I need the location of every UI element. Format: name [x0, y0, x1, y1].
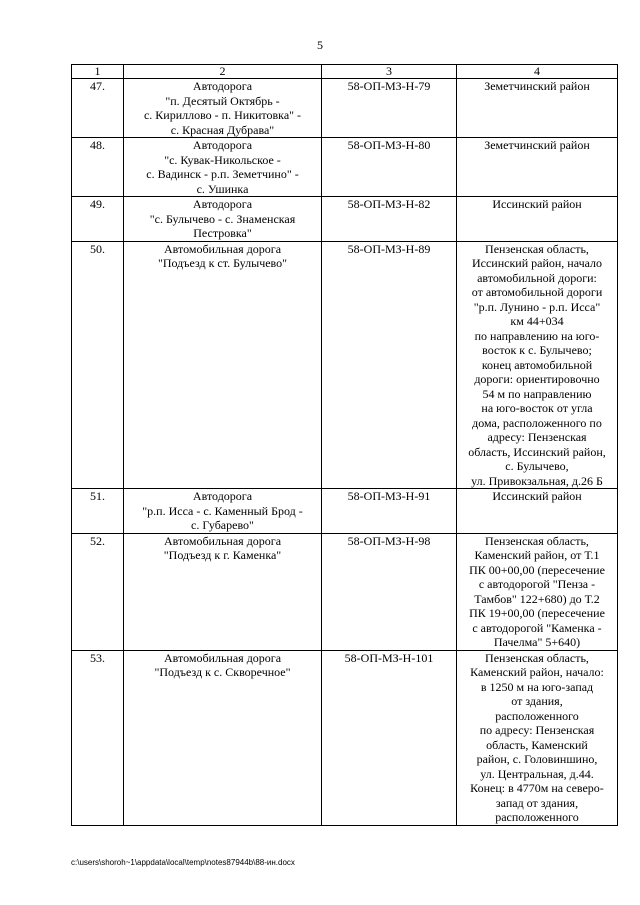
location-line: на юго-восток от угла [481, 401, 593, 415]
table-row [72, 533, 618, 650]
location-line: восток к с. Булычево; [482, 343, 592, 357]
location-line: ул. Центральная, д.44. [480, 766, 594, 781]
table-row [72, 489, 618, 534]
location-line: Тамбов" 122+680) до Т.2 [474, 591, 600, 606]
column-header-4: 4 [457, 65, 618, 79]
road-name-line: с. Вадинск - р.п. Земетчино" - [146, 167, 299, 181]
location-line: с. Булычево, [505, 459, 569, 473]
road-name-line: "Подъезд к г. Каменка" [163, 548, 282, 562]
location-line: область, Иссинский район, [468, 444, 606, 459]
road-name-line: Автодорога [192, 79, 253, 93]
row-number: 53. [72, 650, 124, 825]
location-line: Иссинский район [492, 197, 582, 211]
location-line: Пензенская область, [485, 650, 589, 665]
location-line: расположенного [495, 708, 579, 723]
location-cell [457, 197, 618, 242]
location-line: дома, расположенного по [472, 415, 602, 430]
road-name-line: с. Губарево" [191, 518, 254, 532]
road-name-line: Автомобильная дорога [163, 533, 282, 548]
location-line: Пензенская область, [485, 533, 589, 548]
road-name-line: Автодорога [192, 138, 253, 152]
location-line: с автодорогой "Каменка - [472, 620, 602, 635]
location-line: ул. Привокзальная, д.26 Б [471, 473, 603, 488]
road-name-line: "п. Десятый Октябрь - [165, 93, 280, 108]
road-name-cell [124, 533, 322, 650]
road-name-cell [124, 241, 322, 489]
location-line: ПК 19+00,00 (пересечение [469, 606, 605, 620]
location-line: км 44+034 [510, 314, 564, 328]
location-line: область, Каменский [486, 737, 588, 752]
location-line: Каменский район, начало: [470, 665, 604, 679]
location-line: Земетчинский район [484, 79, 590, 93]
file-path-footer: c:\users\shoroh~1\appdata\local\temp\notes87944b\88-ин.docx [71, 858, 295, 867]
location-line: по направлению на юго- [474, 328, 600, 343]
row-number: 52. [72, 533, 124, 650]
location-line: Пензенская область, [485, 241, 589, 256]
road-name-cell [124, 79, 322, 138]
location-line: от здания, [511, 694, 563, 708]
road-name-line: "с. Булычево - с. Знаменская [149, 211, 296, 226]
page-number: 5 [317, 38, 323, 52]
location-line: Иссинский район [492, 489, 582, 503]
road-name-cell [124, 650, 322, 825]
row-number: 49. [72, 197, 124, 242]
road-name-cell [124, 138, 322, 197]
row-number: 51. [72, 489, 124, 534]
row-number: 47. [72, 79, 124, 138]
location-cell [457, 489, 618, 534]
road-name-cell [124, 197, 322, 242]
road-id-code: 58-ОП-МЗ-Н-80 [322, 138, 457, 197]
row-number: 48. [72, 138, 124, 197]
location-line: дороги: ориентировочно [474, 372, 600, 386]
location-line: Земетчинский район [484, 138, 590, 152]
location-line: ПК 00+00,00 (пересечение [469, 562, 605, 577]
location-cell [457, 533, 618, 650]
location-line: район, с. Головиншино, [476, 752, 598, 766]
road-name-line: "Подъезд к ст. Булычево" [157, 256, 288, 270]
location-line: Каменский район, от Т.1 [474, 548, 600, 562]
column-header-3: 3 [322, 65, 457, 79]
location-line: автомобильной дороги: [477, 270, 597, 285]
road-name-line: с. Кириллово - п. Никитовка" - [143, 108, 302, 122]
road-name-line: с. Красная Дубрава" [170, 122, 275, 137]
location-cell [457, 650, 618, 825]
table-header-row [72, 65, 618, 79]
column-header-2: 2 [124, 65, 322, 79]
roads-table [71, 64, 618, 826]
road-name-line: Автомобильная дорога [163, 241, 282, 256]
table-row [72, 79, 618, 138]
road-id-code: 58-ОП-МЗ-Н-82 [322, 197, 457, 242]
road-id-code: 58-ОП-МЗ-Н-101 [322, 650, 457, 825]
table-row [72, 650, 618, 825]
road-name-line: Автодорога [192, 489, 253, 503]
location-line: расположенного [495, 810, 579, 824]
location-line: с автодорогой "Пенза - [478, 577, 596, 591]
table-row [72, 138, 618, 197]
location-line: от автомобильной дороги [471, 285, 603, 299]
road-name-line: "р.п. Исса - с. Каменный Брод - [142, 503, 303, 518]
road-name-cell [124, 489, 322, 534]
location-line: по адресу: Пензенская [479, 723, 595, 737]
location-cell [457, 241, 618, 489]
road-id-code: 58-ОП-МЗ-Н-98 [322, 533, 457, 650]
road-id-code: 58-ОП-МЗ-Н-89 [322, 241, 457, 489]
location-cell [457, 138, 618, 197]
road-name-line: Пестровка" [193, 226, 252, 240]
table-row [72, 241, 618, 489]
location-cell [457, 79, 618, 138]
location-line: в 1250 м на юго-запад [480, 679, 594, 694]
road-name-line: "с. Кувак-Никольское - [164, 152, 281, 167]
location-line: конец автомобильной [481, 357, 593, 372]
location-line: Иссинский район, начало [471, 256, 603, 270]
road-id-code: 58-ОП-МЗ-Н-79 [322, 79, 457, 138]
location-line: адресу: Пензенская [487, 430, 587, 444]
table-row [72, 197, 618, 242]
road-id-code: 58-ОП-МЗ-Н-91 [322, 489, 457, 534]
location-line: "р.п. Лунино - р.п. Исса" [473, 299, 601, 314]
location-line: 54 м по направлению [482, 386, 592, 401]
location-line: Конец: в 4770м на северо- [470, 781, 604, 795]
row-number: 50. [72, 241, 124, 489]
location-line: запад от здания, [495, 795, 579, 810]
column-header-1: 1 [72, 65, 124, 79]
location-line: Пачелма" 5+640) [493, 635, 581, 649]
road-name-line: "Подъезд к с. Скворечное" [154, 665, 291, 679]
road-name-line: Автомобильная дорога [163, 650, 282, 665]
road-name-line: с. Ушинка [196, 181, 249, 196]
road-name-line: Автодорога [192, 197, 253, 211]
